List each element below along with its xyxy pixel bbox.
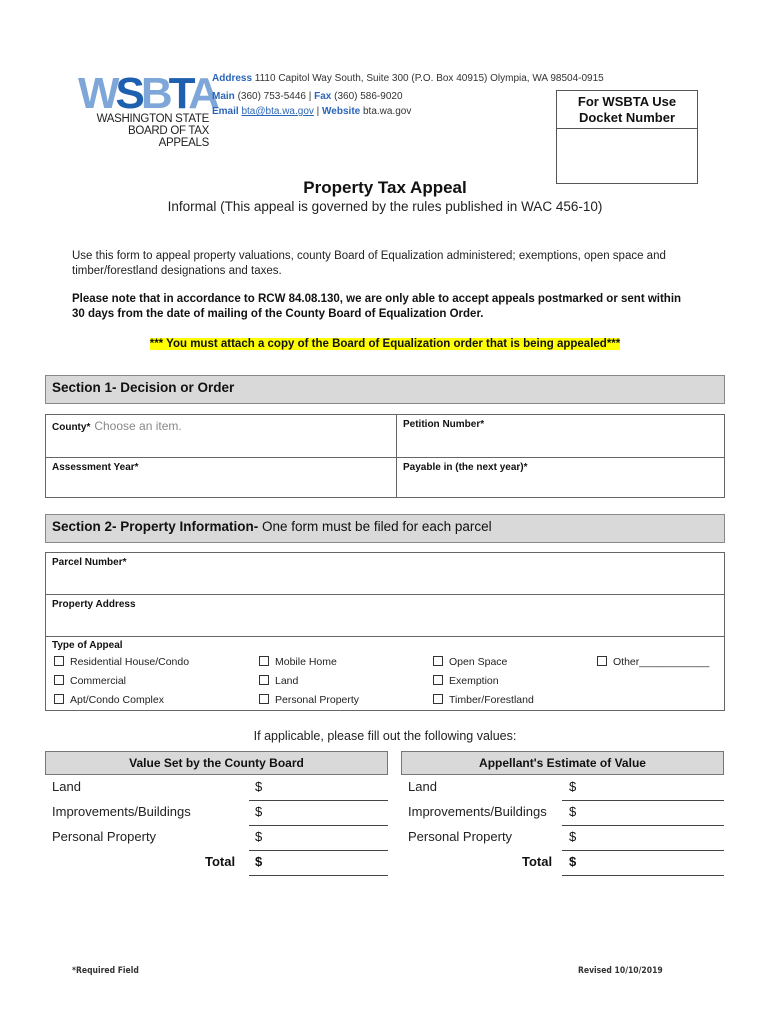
appellant-personal-input[interactable] xyxy=(562,829,724,851)
appellant-value-heading: Appellant's Estimate of Value xyxy=(401,751,724,775)
option-commercial[interactable] xyxy=(54,675,126,687)
checkbox-icon[interactable] xyxy=(259,694,269,704)
option-open-space[interactable] xyxy=(433,656,507,668)
option-label: Exemption xyxy=(449,675,499,687)
currency-symbol: $ xyxy=(569,779,577,794)
county-improvements-label: Improvements/Buildings xyxy=(52,804,191,819)
docket-line2: Docket Number xyxy=(578,110,676,125)
logo-sub-line1: WASHINGTON STATE xyxy=(96,113,209,125)
currency-symbol: $ xyxy=(255,779,263,794)
checkbox-icon[interactable] xyxy=(433,675,443,685)
option-label: Other____________ xyxy=(613,656,710,668)
option-land[interactable] xyxy=(259,675,298,687)
county-value-heading: Value Set by the County Board xyxy=(45,751,388,775)
docket-number-box xyxy=(556,90,698,184)
main-label: Main xyxy=(212,91,235,102)
currency-symbol: $ xyxy=(255,804,263,819)
currency-symbol: $ xyxy=(569,804,577,819)
section1-title: Section 1- Decision or Order xyxy=(52,380,235,395)
appellant-total-label: Total xyxy=(522,854,553,869)
county-personal-input[interactable] xyxy=(249,829,388,851)
logo-subtitle xyxy=(94,113,209,149)
website-label: Website xyxy=(322,106,361,117)
checkbox-icon[interactable] xyxy=(54,656,64,666)
page-title: Property Tax Appeal xyxy=(303,178,467,197)
type-of-appeal-group xyxy=(45,636,725,711)
assessment-year-field[interactable] xyxy=(45,457,397,498)
revision-date: Revised 10/10/2019 xyxy=(578,966,663,976)
appellant-land-input[interactable] xyxy=(562,779,724,801)
option-exemption[interactable] xyxy=(433,675,499,687)
section2-subtitle: One form must be filed for each parcel xyxy=(258,519,492,534)
docket-header xyxy=(557,91,697,129)
option-other[interactable] xyxy=(597,656,709,668)
checkbox-icon[interactable] xyxy=(259,656,269,666)
fax-label: Fax xyxy=(314,91,332,102)
county-improvements-input[interactable] xyxy=(249,804,388,826)
option-label: Mobile Home xyxy=(275,656,337,668)
county-personal-label: Personal Property xyxy=(52,829,157,844)
section1-heading xyxy=(45,375,725,404)
option-label: Open Space xyxy=(449,656,508,668)
appellant-total-input[interactable] xyxy=(562,854,724,876)
fax-value: (360) 586-9020 xyxy=(334,91,403,102)
option-residential[interactable] xyxy=(54,656,189,668)
docket-line1: For WSBTA Use xyxy=(577,94,677,109)
option-personal-property[interactable] xyxy=(259,694,359,706)
deadline-note: Please note that in accordance to RCW 84.08.130, we are only able to accept appeals postmarked or sent within 30 days from the date of mailing of the County Board of Equalization Order. xyxy=(72,293,682,320)
option-label: Land xyxy=(275,675,299,687)
payable-year-field[interactable] xyxy=(396,457,725,498)
section2-title: Section 2- Property Information- xyxy=(52,519,259,534)
checkbox-icon[interactable] xyxy=(54,675,64,685)
option-apt-condo[interactable] xyxy=(54,694,164,706)
option-label: Residential House/Condo xyxy=(70,656,190,668)
petition-label: Petition Number* xyxy=(403,419,485,430)
property-address-label: Property Address xyxy=(52,599,136,610)
assessment-year-label: Assessment Year* xyxy=(52,462,139,473)
option-label: Apt/Condo Complex xyxy=(70,694,164,706)
currency-symbol: $ xyxy=(569,854,577,869)
parcel-label: Parcel Number* xyxy=(52,557,127,568)
payable-label: Payable in (the next year)* xyxy=(403,462,528,473)
docket-number-field xyxy=(557,129,697,181)
applicable-text: If applicable, please fill out the following values: xyxy=(253,729,517,743)
parcel-number-field[interactable] xyxy=(45,552,725,595)
checkbox-icon[interactable] xyxy=(54,694,64,704)
address-line xyxy=(212,73,604,84)
appellant-land-label: Land xyxy=(408,779,437,794)
type-of-appeal-label: Type of Appeal xyxy=(52,640,123,651)
checkbox-icon[interactable] xyxy=(259,675,269,685)
checkbox-icon[interactable] xyxy=(433,694,443,704)
email-link[interactable]: bta@bta.wa.gov xyxy=(241,106,314,117)
address-value: 1110 Capitol Way South, Suite 300 (P.O. Box 40915) Olympia, WA 98504-0915 xyxy=(254,73,604,84)
attach-notice-text: *** You must attach a copy of the Board of Equalization order that is being appealed*** xyxy=(149,338,621,350)
intro-text: Use this form to appeal property valuations, county Board of Equalization administered; exemptions, open space and timber/forestland designations and taxes. xyxy=(72,250,666,277)
county-label: County* xyxy=(52,422,91,433)
appellant-personal-label: Personal Property xyxy=(408,829,513,844)
svg-text:WSBTA: WSBTA xyxy=(78,69,217,118)
county-total-label: Total xyxy=(205,854,236,869)
required-field-note: *Required Field xyxy=(72,966,139,976)
attach-notice xyxy=(0,338,770,350)
currency-symbol: $ xyxy=(569,829,577,844)
county-field[interactable] xyxy=(45,414,397,458)
petition-number-field[interactable] xyxy=(396,414,725,458)
email-label: Email xyxy=(212,106,239,117)
county-land-input[interactable] xyxy=(249,779,388,801)
county-land-label: Land xyxy=(52,779,81,794)
main-value: (360) 753-5446 xyxy=(237,91,306,102)
checkbox-icon[interactable] xyxy=(433,656,443,666)
page-subtitle: Informal (This appeal is governed by the rules published in WAC 456-10) xyxy=(167,199,603,214)
phone-line: Main (360) 753-5446 | Fax (360) 586-9020 xyxy=(212,91,403,102)
option-timber[interactable] xyxy=(433,694,534,706)
currency-symbol: $ xyxy=(255,854,263,869)
address-label: Address xyxy=(212,73,253,84)
appellant-improvements-label: Improvements/Buildings xyxy=(408,804,547,819)
county-dropdown[interactable]: Choose an item. xyxy=(94,419,182,433)
option-label: Commercial xyxy=(70,675,127,687)
county-total-input[interactable] xyxy=(249,854,388,876)
appellant-improvements-input[interactable] xyxy=(562,804,724,826)
logo-sub-line2: BOARD OF TAX APPEALS xyxy=(128,125,209,149)
website-value[interactable]: bta.wa.gov xyxy=(363,106,412,117)
section2-heading xyxy=(45,514,725,543)
property-address-field[interactable] xyxy=(45,594,725,637)
option-label: Personal Property xyxy=(275,694,360,706)
option-label: Timber/Forestland xyxy=(449,694,534,706)
option-mobile-home[interactable] xyxy=(259,656,337,668)
email-line: Email bta@bta.wa.gov | Website bta.wa.gov xyxy=(212,106,412,117)
checkbox-icon[interactable] xyxy=(597,656,607,666)
currency-symbol: $ xyxy=(255,829,263,844)
